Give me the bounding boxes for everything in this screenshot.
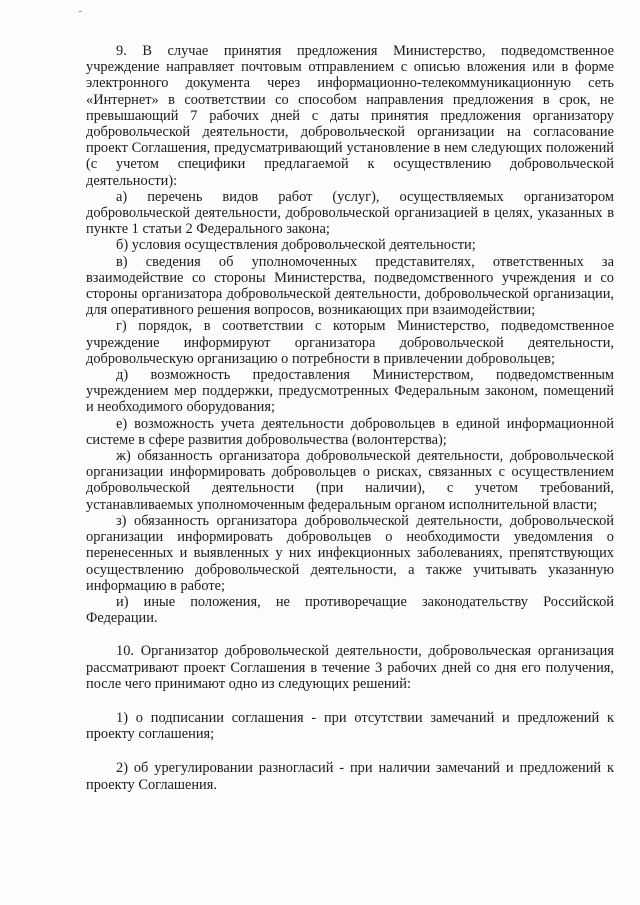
scan-speck bbox=[79, 11, 82, 12]
paragraph-9-item-d: д) возможность предоставления Министерством, подведомственным учреждением мер поддержки, предусмотренных Федеральным законом, помещений и необходимого оборудования; bbox=[86, 367, 614, 416]
paragraph-10-item-1: 1) о подписании соглашения - при отсутствии замечаний и предложений к проекту соглашения; bbox=[86, 709, 614, 743]
paragraph-9: 9. В случае принятия предложения Министерство, подведомственное учреждение направляет почтовым отправлением с описью вложения или в форме электронного документа через информационно-телекоммуникационную сеть «Интернет» в соответствии со способом направления предложения в срок, не превышающий 7 рабочих дней с даты принятия предложения организатору добровольческой деятельности, добровольческой организации на согласование проект Соглашения, предусматривающий установление в нем следующих положений (с учетом специфики предлагаемой к осуществлению добровольческой деятельности): bbox=[86, 43, 614, 189]
paragraph-9-item-a: а) перечень видов работ (услуг), осуществляемых организатором добровольческой деятельности, добровольческой организацией в целях, указанных в пункте 1 статьи 2 Федерального закона; bbox=[86, 188, 614, 238]
paragraph-9-item-zh: ж) обязанность организатора добровольческой деятельности, добровольческой организации информировать добровольцев о рисках, связанных с осуществлением добровольческой деятельности (при наличии), с учетом требований, устанавливаемых уполномоченным федеральным органом исполнительной власти; bbox=[86, 448, 614, 513]
document-body bbox=[86, 43, 614, 793]
paragraph-10: 10. Организатор добровольческой деятельности, добровольческая организация рассматривают проект Соглашения в течение 3 рабочих дней со дня его получения, после чего принимают одно из следующих решений: bbox=[86, 643, 614, 692]
paragraph-9-item-b: б) условия осуществления добровольческой деятельности; bbox=[116, 237, 476, 254]
paragraph-9-item-i: и) иные положения, не противоречащие законодательству Российской Федерации. bbox=[86, 593, 614, 627]
paragraph-9-item-g: г) порядок, в соответствии с которым Министерство, подведомственное учреждение информируют организатора добровольческой деятельности, добровольческую организацию о потребности в привлечении добровольцев; bbox=[86, 318, 614, 367]
paragraph-9-item-e: е) возможность учета деятельности добровольцев в единой информационной системе в сфере развития добровольчества (волонтерства); bbox=[86, 415, 614, 448]
paragraph-9-item-v: в) сведения об уполномоченных представителях, ответственных за взаимодействие со стороны Министерства, подведомственного учреждения и со стороны организатора добровольческой деятельности, добровольческой организации, для оперативного решения вопросов, возникающих при взаимодействии; bbox=[86, 253, 614, 319]
paragraph-9-item-z: з) обязанность организатора добровольческой деятельности, добровольческой организации информировать добровольцев о необходимости уведомления о перенесенных и выявленных у них инфекционных заболеваниях, препятствующих осуществлению добровольческой деятельности, а также учитывать указанную информацию в работе; bbox=[86, 512, 614, 594]
paragraph-10-item-2: 2) об урегулировании разногласий - при наличии замечаний и предложений к проекту Соглашения. bbox=[86, 760, 614, 793]
